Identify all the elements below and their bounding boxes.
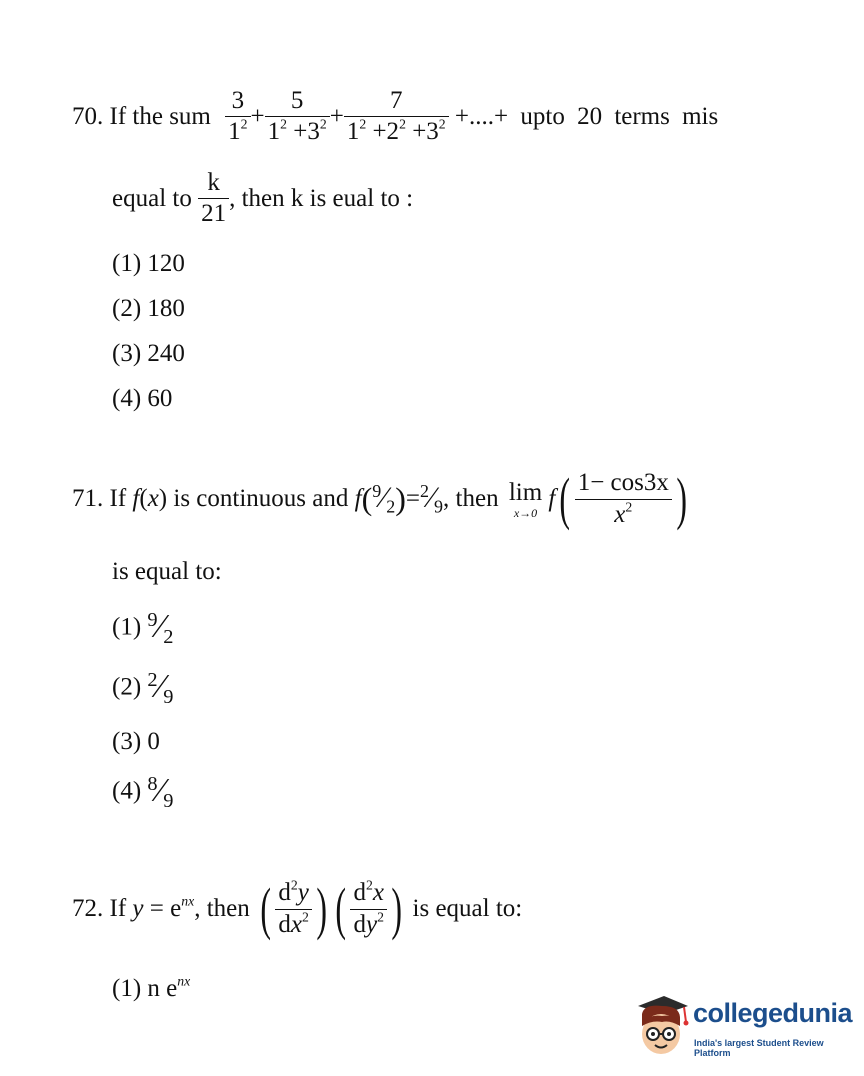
q71-line2: is equal to:: [112, 558, 222, 585]
q72-frac1: $\frac{d^2y}{dx^2}$: [275, 880, 311, 938]
q70-option-1[interactable]: (1) 120: [112, 250, 185, 277]
q72-num: 72. If: [72, 895, 127, 922]
q70-option-4[interactable]: (4) 60: [112, 385, 173, 412]
q70-line2-pre: equal to: [112, 184, 192, 212]
mascot-icon: [630, 992, 692, 1062]
q71-option-4[interactable]: (4) $^8$⁄9: [112, 772, 174, 813]
q70-tail: +....+ upto 20 terms mis: [454, 102, 719, 130]
q72-tail: is equal to:: [412, 895, 523, 922]
q72-line1: 72. If $y = e^{nx}$, then ( $\frac{d^2y}{dx^2}$ ) ( $\frac{d^2x}{dy^2}$ ) is equal to:: [72, 876, 523, 941]
q72-frac2: $\frac{d^2x}{dy^2}$: [350, 880, 386, 938]
q70-option-3[interactable]: (3) 240: [112, 340, 185, 367]
q72-then: , then: [194, 895, 250, 922]
logo-tagline: India's largest Student Review Platform: [694, 1038, 824, 1058]
q71-limit: lim x→0: [508, 478, 543, 520]
collegedunia-logo: [630, 992, 860, 1062]
q70-line1: 70. If the sum $\frac{3}{1^2}$ + $\frac{5}{1^2 +3^2}$ + $\frac{7}{1^2 +2^2 +3^2}$ +....+ upto 20 terms mis: [72, 87, 719, 146]
q71-then: , then: [443, 485, 499, 512]
q71-option-3[interactable]: (3) 0: [112, 728, 160, 755]
q70-intro: 70. If the sum: [72, 102, 211, 130]
q72-option-1[interactable]: (1) n $e^{nx}$: [112, 973, 191, 1002]
q70-term3: $\frac{7}{1^2 +2^2 +3^2}$: [344, 88, 449, 146]
q70-term2: $\frac{5}{1^2 +3^2}$: [265, 88, 330, 146]
q70-k-fraction: $\frac{k}{21}$: [198, 170, 229, 228]
q70-line2: [112, 170, 413, 228]
q70-line2-post: , then k is eual to :: [229, 184, 414, 212]
q71-limit-fraction: $\frac{1- \cos 3x}{x^2}$: [575, 470, 672, 528]
q71-mid: is continuous and: [173, 485, 349, 512]
q71-line1: 71. If f(x) is continuous and f($^9$⁄2)=$^2$⁄9, then lim x→0 f( $\frac{1- \cos 3x}{x^2}$ ): [72, 466, 687, 531]
q71-option-2[interactable]: (2) $^2$⁄9: [112, 668, 174, 709]
q70-option-2[interactable]: (2) 180: [112, 295, 185, 322]
q70-term1: $\frac{3}{1^2}$: [225, 88, 250, 146]
q71-given-arg: $^9$⁄2: [372, 481, 396, 517]
q71-option-1[interactable]: (1) $^9$⁄2: [112, 608, 174, 649]
q71-given-value: $^2$⁄9: [420, 481, 444, 517]
q71-num: 71. If: [72, 485, 127, 512]
logo-brand: collegedunia: [693, 998, 853, 1028]
